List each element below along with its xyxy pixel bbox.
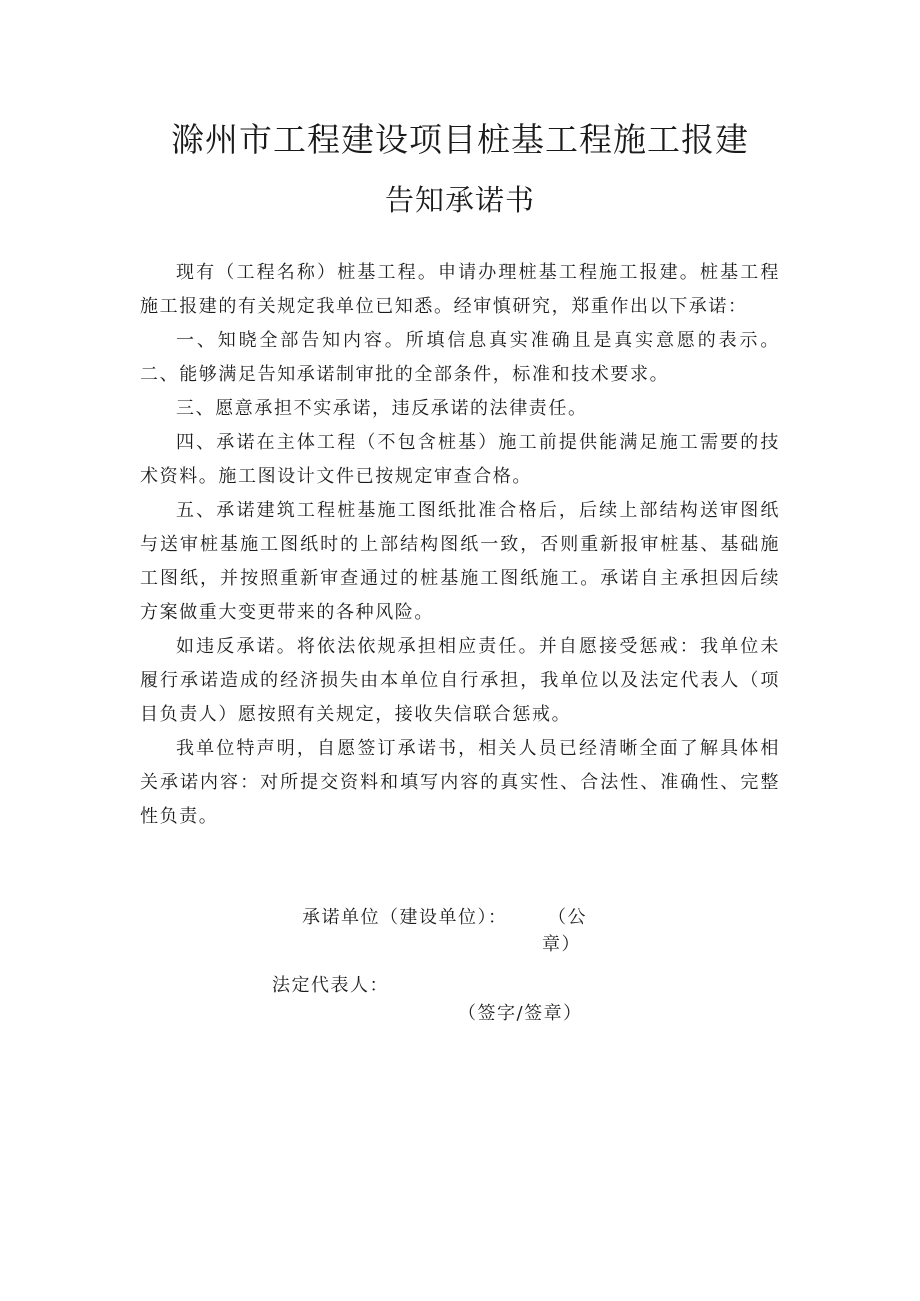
paragraph-declaration: 我单位特声明，自愿签订承诺书，相关人员已经清晰全面了解具体相关承诺内容：对所提交资料和填写内容的真实性、合法性、准确性、完整性负责。	[140, 738, 780, 827]
paragraph-commitment-1-2: 一、知晓全部告知内容。所填信息真实准确且是真实意愿的表示。二、能够满足告知承诺制审批的全部条件，标准和技术要求。	[140, 330, 780, 385]
paragraph-commitment-5: 五、承诺建筑工程桩基施工图纸批准合格后，后续上部结构送审图纸与送审桩基施工图纸时的上部结构图纸一致，否则重新报审桩基、基础施工图纸，并按照重新审查通过的桩基施工图纸施工。承诺自主承担因后续方案做重大变更带来的各种风险。	[140, 500, 780, 623]
paragraph-commitment-3: 三、愿意承担不实承诺，违反承诺的法律责任。	[176, 398, 588, 419]
document-subtitle: 告知承诺书	[384, 183, 535, 217]
seal-label-part2: 章）	[542, 934, 581, 955]
seal-label-part1: （公	[548, 907, 587, 928]
signature-unit-label: 承诺单位（建设单位）：	[302, 907, 508, 928]
sign-seal-label: （签字/签章）	[458, 1003, 583, 1024]
document-body	[140, 256, 780, 834]
paragraph-intro: 现有（工程名称）桩基工程。申请办理桩基工程施工报建。桩基工程施工报建的有关规定我单位已知悉。经审慎研究，郑重作出以下承诺：	[140, 262, 780, 317]
legal-representative-label: 法定代表人：	[272, 975, 389, 996]
paragraph-violation: 如违反承诺。将依法依规承担相应责任。并自愿接受惩戒：我单位未履行承诺造成的经济损失由本单位自行承担，我单位以及法定代表人（项目负责人）愿按照有关规定，接收失信联合惩戒。	[140, 636, 780, 725]
document-title: 滁州市工程建设项目桩基工程施工报建	[171, 120, 749, 159]
paragraph-commitment-4: 四、承诺在主体工程（不包含桩基）施工前提供能满足施工需要的技术资料。施工图设计文件已按规定审查合格。	[140, 432, 780, 487]
